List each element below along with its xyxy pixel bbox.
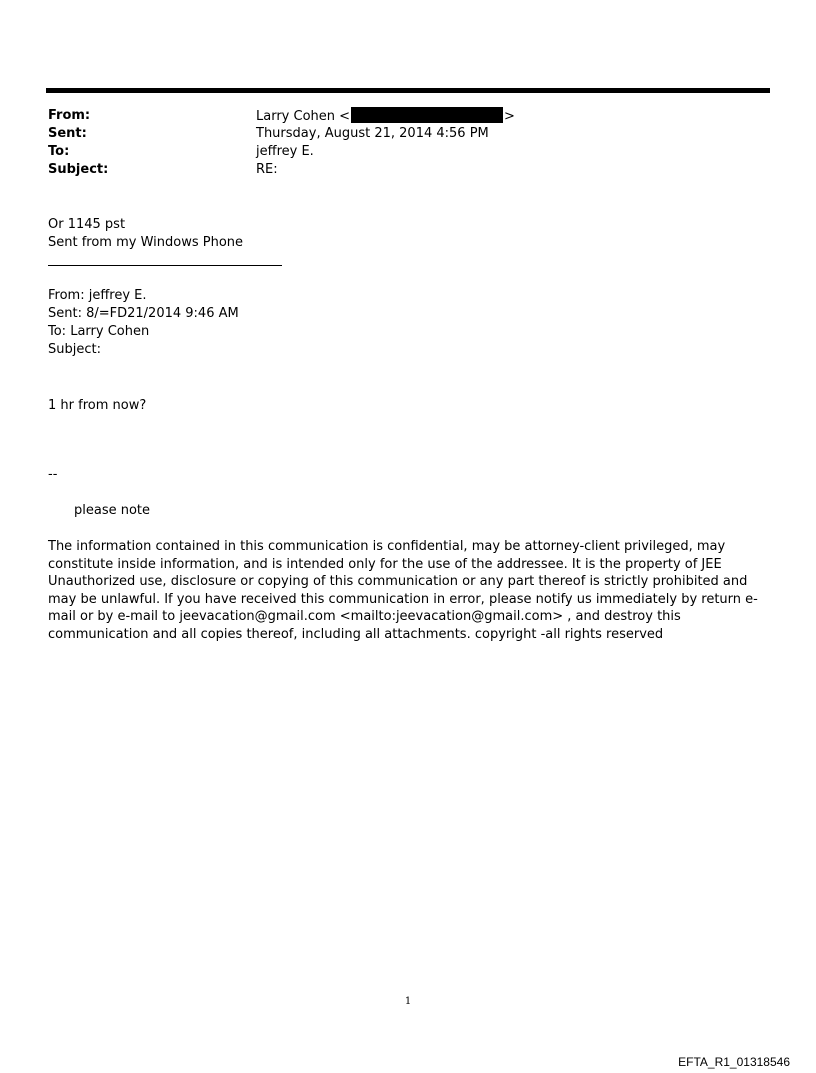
sent-value: Thursday, August 21, 2014 4:56 PM bbox=[256, 126, 489, 141]
quoted-sent: Sent: 8/=FD21/2014 9:46 AM bbox=[48, 306, 239, 321]
header-top-rule bbox=[46, 88, 770, 93]
from-row bbox=[48, 107, 768, 125]
from-label: From: bbox=[48, 108, 91, 123]
sent-label: Sent: bbox=[48, 126, 87, 141]
sent-row bbox=[48, 125, 768, 143]
page-number: 1 bbox=[404, 996, 412, 1007]
quoted-header bbox=[48, 287, 239, 359]
quoted-body: 1 hr from now? bbox=[48, 398, 147, 413]
quoted-subject: Subject: bbox=[48, 342, 101, 357]
from-close: > bbox=[504, 109, 515, 124]
quoted-from: From: jeffrey E. bbox=[48, 288, 147, 303]
please-note: please note bbox=[74, 503, 151, 518]
redaction-block bbox=[351, 107, 503, 123]
document-id: EFTA_R1_01318546 bbox=[678, 1055, 790, 1069]
to-value: jeffrey E. bbox=[256, 144, 314, 159]
email-header bbox=[48, 107, 768, 179]
subject-label: Subject: bbox=[48, 162, 109, 177]
confidentiality-disclaimer: The information contained in this communication is confidential, may be attorney-client privileged, may constitute inside information, and is intended only for the use of the addressee. It is the property of JEE Unauthorized use, disclosure or copying of this communication or any part thereof is strictly prohibited and may be unlawful. If you have received this communication in error, please notify us immediately by return e-mail or by e-mail to jeevacation@gmail.com <mailto:jeevacation@gmail.com> , and destroy this communication and all copies thereof, including all attachments. copyright -all rights reserved bbox=[48, 539, 758, 642]
reply-line-1: Or 1145 pst bbox=[48, 217, 126, 232]
from-value bbox=[256, 107, 515, 126]
subject-row bbox=[48, 161, 768, 179]
subject-value: RE: bbox=[256, 162, 278, 177]
to-label: To: bbox=[48, 144, 70, 159]
from-name: Larry Cohen < bbox=[256, 109, 351, 124]
quote-separator-rule bbox=[48, 265, 282, 266]
to-row bbox=[48, 143, 768, 161]
quoted-to: To: Larry Cohen bbox=[48, 324, 150, 339]
signature-separator: -- bbox=[48, 467, 58, 482]
reply-line-2: Sent from my Windows Phone bbox=[48, 235, 244, 250]
